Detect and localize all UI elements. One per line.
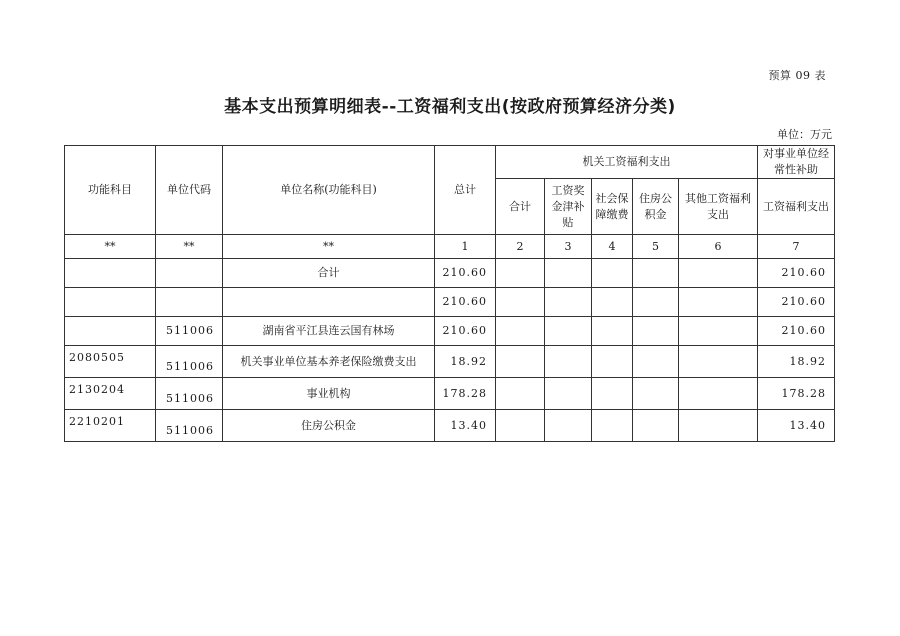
subsidy-cell: 210.60 — [758, 259, 835, 288]
value-cell — [633, 317, 679, 346]
header-wage-bonus: 工资奖金津补贴 — [545, 179, 592, 235]
value-cell — [545, 346, 592, 378]
value-cell — [545, 317, 592, 346]
value-cell — [496, 346, 545, 378]
subsidy-cell: 178.28 — [758, 378, 835, 410]
page-title: 基本支出预算明细表--工资福利支出(按政府预算经济分类) — [224, 97, 676, 117]
header-other-welfare: 其他工资福利支出 — [679, 179, 758, 235]
value-cell — [496, 317, 545, 346]
code-cell: 511006 — [156, 410, 223, 442]
total-cell: 210.60 — [435, 259, 496, 288]
index-cell: ** — [65, 235, 156, 259]
value-cell — [496, 378, 545, 410]
value-cell — [633, 410, 679, 442]
code-cell: 511006 — [156, 317, 223, 346]
value-cell — [679, 410, 758, 442]
index-cell: 4 — [592, 235, 633, 259]
index-cell: 2 — [496, 235, 545, 259]
value-cell — [679, 317, 758, 346]
name-cell: 事业机构 — [223, 378, 435, 410]
index-cell: 3 — [545, 235, 592, 259]
value-cell — [679, 259, 758, 288]
table-row — [65, 288, 835, 317]
value-cell — [679, 288, 758, 317]
budget-table — [64, 145, 835, 442]
value-cell — [545, 378, 592, 410]
table-row — [65, 259, 835, 288]
index-cell: ** — [223, 235, 435, 259]
header-sub-total: 合计 — [496, 179, 545, 235]
header-unit-code: 单位代码 — [156, 146, 223, 235]
form-number: 预算 09 表 — [768, 69, 826, 82]
table-row — [65, 378, 835, 410]
name-cell: 机关事业单位基本养老保险缴费支出 — [223, 346, 435, 378]
func-cell: 2210201 — [65, 410, 156, 442]
header-subsidy-wage: 工资福利支出 — [758, 179, 835, 235]
code-cell — [156, 288, 223, 317]
subsidy-cell: 13.40 — [758, 410, 835, 442]
index-cell: 7 — [758, 235, 835, 259]
header-function-subject: 功能科目 — [65, 146, 156, 235]
code-cell: 511006 — [156, 346, 223, 378]
header-social-security: 社会保障缴费 — [592, 179, 633, 235]
index-row — [65, 235, 835, 259]
header-subsidy-group: 对事业单位经常性补助 — [758, 146, 835, 179]
value-cell — [592, 288, 633, 317]
table-row — [65, 410, 835, 442]
header-agency-group: 机关工资福利支出 — [496, 146, 758, 179]
total-cell: 178.28 — [435, 378, 496, 410]
index-cell: 5 — [633, 235, 679, 259]
value-cell — [496, 410, 545, 442]
index-cell: ** — [156, 235, 223, 259]
func-cell: 2130204 — [65, 378, 156, 410]
code-cell: 511006 — [156, 378, 223, 410]
total-cell: 210.60 — [435, 288, 496, 317]
value-cell — [592, 346, 633, 378]
subsidy-cell: 18.92 — [758, 346, 835, 378]
index-cell: 6 — [679, 235, 758, 259]
value-cell — [633, 346, 679, 378]
name-cell: 住房公积金 — [223, 410, 435, 442]
header-housing-fund: 住房公积金 — [633, 179, 679, 235]
total-cell: 13.40 — [435, 410, 496, 442]
table-row — [65, 317, 835, 346]
code-cell — [156, 259, 223, 288]
value-cell — [496, 259, 545, 288]
value-cell — [592, 317, 633, 346]
total-cell: 18.92 — [435, 346, 496, 378]
func-cell: 2080505 — [65, 346, 156, 378]
value-cell — [545, 288, 592, 317]
value-cell — [633, 378, 679, 410]
value-cell — [592, 259, 633, 288]
value-cell — [679, 378, 758, 410]
header-row — [65, 146, 835, 179]
total-cell: 210.60 — [435, 317, 496, 346]
unit-label: 单位：万元 — [777, 128, 832, 141]
func-cell — [65, 317, 156, 346]
subsidy-cell: 210.60 — [758, 288, 835, 317]
value-cell — [592, 378, 633, 410]
name-cell — [223, 288, 435, 317]
subsidy-cell: 210.60 — [758, 317, 835, 346]
name-cell: 合计 — [223, 259, 435, 288]
value-cell — [545, 410, 592, 442]
index-cell: 1 — [435, 235, 496, 259]
header-total: 总计 — [435, 146, 496, 235]
header-unit-name: 单位名称(功能科目) — [223, 146, 435, 235]
value-cell — [496, 288, 545, 317]
name-cell: 湖南省平江县连云国有林场 — [223, 317, 435, 346]
value-cell — [679, 346, 758, 378]
table-row — [65, 346, 835, 378]
func-cell — [65, 288, 156, 317]
value-cell — [592, 410, 633, 442]
func-cell — [65, 259, 156, 288]
value-cell — [633, 259, 679, 288]
value-cell — [633, 288, 679, 317]
value-cell — [545, 259, 592, 288]
